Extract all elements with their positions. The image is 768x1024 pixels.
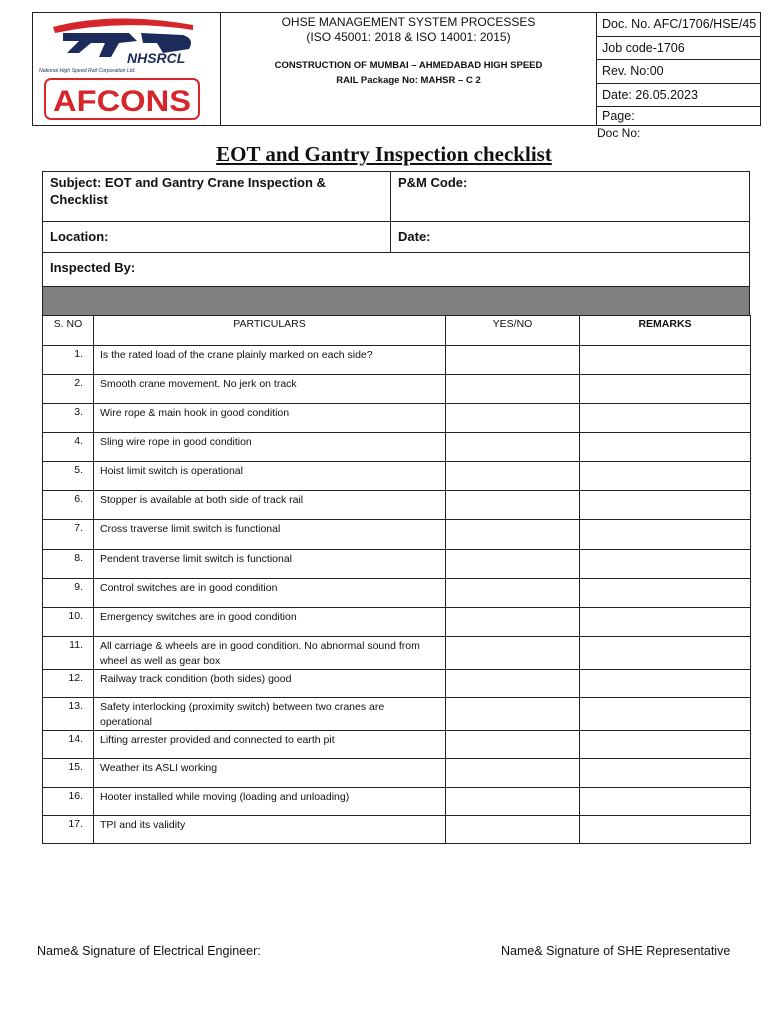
header-doc-info	[597, 13, 760, 125]
row-particular: Stopper is available at both side of track rail	[94, 491, 446, 520]
table-row	[43, 788, 751, 816]
row-particular: Sling wire rope in good condition	[94, 433, 446, 462]
row-particular: Railway track condition (both sides) good	[94, 670, 446, 698]
row-number: 15.	[43, 759, 94, 788]
date-field: Date:	[398, 229, 431, 244]
subject-field: Subject: EOT and Gantry Crane Inspection & Checklist	[43, 172, 391, 221]
table-row	[43, 816, 751, 844]
row-remarks-cell[interactable]	[580, 816, 751, 844]
package-number: RAIL Package No: MAHSR – C 2	[336, 75, 481, 86]
row-remarks-cell[interactable]	[580, 375, 751, 404]
row-number: 12.	[43, 670, 94, 698]
checklist-header-row	[43, 316, 751, 346]
afcons-wordmark: AFCONS	[53, 85, 191, 118]
table-row	[43, 462, 751, 491]
row-remarks-cell[interactable]	[580, 759, 751, 788]
col-header-sno: S. NO	[43, 316, 94, 346]
col-header-remarks: REMARKS	[580, 316, 751, 346]
table-row	[43, 579, 751, 608]
nhsrcl-subtitle: National High Speed Rail Corporation Ltd.	[39, 68, 136, 74]
row-yesno-cell[interactable]	[446, 670, 580, 698]
row-remarks-cell[interactable]	[580, 608, 751, 637]
row-number: 6.	[43, 491, 94, 520]
info-row-location	[43, 222, 749, 253]
row-remarks-cell[interactable]	[580, 433, 751, 462]
inspected-by-field: Inspected By:	[50, 260, 136, 275]
row-number: 7.	[43, 520, 94, 550]
row-particular: Emergency switches are in good condition	[94, 608, 446, 637]
row-number: 14.	[43, 731, 94, 759]
page-title: EOT and Gantry Inspection checklist	[216, 142, 552, 166]
row-number: 13.	[43, 698, 94, 731]
page-number: Page:	[602, 109, 635, 123]
project-title: CONSTRUCTION OF MUMBAI – AHMEDABAD HIGH SPEED	[274, 60, 543, 71]
row-number: 10.	[43, 608, 94, 637]
table-row	[43, 731, 751, 759]
row-yesno-cell[interactable]	[446, 759, 580, 788]
iso-standards: (ISO 45001: 2018 & ISO 14001: 2015)	[306, 30, 511, 44]
table-row	[43, 670, 751, 698]
row-yesno-cell[interactable]	[446, 550, 580, 579]
nhsrcl-wordmark: NHSRCL	[127, 50, 186, 66]
row-particular: Cross traverse limit switch is functional	[94, 520, 446, 550]
row-remarks-cell[interactable]	[580, 670, 751, 698]
row-number: 3.	[43, 404, 94, 433]
table-row	[43, 759, 751, 788]
system-title: OHSE MANAGEMENT SYSTEM PROCESSES	[281, 15, 536, 29]
section-divider-band	[42, 286, 750, 316]
nhsrcl-logo	[33, 13, 221, 125]
row-number: 16.	[43, 788, 94, 816]
row-particular: Weather its ASLI working	[94, 759, 446, 788]
logo-cell	[33, 13, 221, 125]
row-yesno-cell[interactable]	[446, 698, 580, 731]
pm-code-field: P&M Code:	[398, 175, 468, 190]
row-yesno-cell[interactable]	[446, 637, 580, 670]
row-remarks-cell[interactable]	[580, 550, 751, 579]
row-yesno-cell[interactable]	[446, 608, 580, 637]
row-particular: Hoist limit switch is operational	[94, 462, 446, 491]
nhsrcl-swoosh-red	[53, 18, 193, 33]
row-remarks-cell[interactable]	[580, 346, 751, 375]
table-row	[43, 520, 751, 550]
row-number: 5.	[43, 462, 94, 491]
table-row	[43, 433, 751, 462]
row-yesno-cell[interactable]	[446, 816, 580, 844]
row-remarks-cell[interactable]	[580, 698, 751, 731]
row-remarks-cell[interactable]	[580, 788, 751, 816]
checklist-table	[42, 315, 751, 844]
row-number: 9.	[43, 579, 94, 608]
row-yesno-cell[interactable]	[446, 375, 580, 404]
row-remarks-cell[interactable]	[580, 579, 751, 608]
row-particular: Smooth crane movement. No jerk on track	[94, 375, 446, 404]
table-row	[43, 637, 751, 670]
doc-number: Doc. No. AFC/1706/HSE/45	[597, 13, 760, 37]
table-row	[43, 550, 751, 579]
row-yesno-cell[interactable]	[446, 433, 580, 462]
job-code: Job code-1706	[597, 37, 760, 61]
row-remarks-cell[interactable]	[580, 520, 751, 550]
engineer-signature-label: Name& Signature of Electrical Engineer:	[37, 944, 261, 958]
row-particular: Control switches are in good condition	[94, 579, 446, 608]
row-number: 17.	[43, 816, 94, 844]
row-number: 11.	[43, 637, 94, 670]
doc-no-label: Doc No:	[597, 126, 641, 140]
row-remarks-cell[interactable]	[580, 404, 751, 433]
row-yesno-cell[interactable]	[446, 788, 580, 816]
row-particular: Is the rated load of the crane plainly marked on each side?	[94, 346, 446, 375]
info-row-inspected	[43, 253, 749, 286]
document-date: Date: 26.05.2023	[597, 84, 760, 108]
she-signature-label: Name& Signature of SHE Representative	[501, 944, 731, 958]
row-yesno-cell[interactable]	[446, 404, 580, 433]
row-yesno-cell[interactable]	[446, 520, 580, 550]
row-yesno-cell[interactable]	[446, 731, 580, 759]
row-particular: Wire rope & main hook in good condition	[94, 404, 446, 433]
row-particular: Hooter installed while moving (loading and unloading)	[94, 788, 446, 816]
table-row	[43, 491, 751, 520]
nhsrcl-train-navy	[63, 33, 137, 57]
location-field: Location:	[43, 222, 391, 252]
table-row	[43, 698, 751, 731]
table-row	[43, 346, 751, 375]
row-remarks-cell[interactable]	[580, 491, 751, 520]
info-row-subject	[43, 172, 749, 222]
document-header	[32, 12, 761, 126]
row-number: 4.	[43, 433, 94, 462]
row-remarks-cell[interactable]	[580, 731, 751, 759]
inspection-info	[42, 171, 750, 287]
col-header-particulars: PARTICULARS	[94, 316, 446, 346]
header-center	[221, 13, 597, 125]
row-remarks-cell[interactable]	[580, 462, 751, 491]
row-remarks-cell[interactable]	[580, 637, 751, 670]
row-yesno-cell[interactable]	[446, 579, 580, 608]
col-header-yesno: YES/NO	[446, 316, 580, 346]
row-particular: TPI and its validity	[94, 816, 446, 844]
row-number: 8.	[43, 550, 94, 579]
row-particular: Lifting arrester provided and connected to earth pit	[94, 731, 446, 759]
row-particular: Pendent traverse limit switch is functional	[94, 550, 446, 579]
row-yesno-cell[interactable]	[446, 491, 580, 520]
table-row	[43, 404, 751, 433]
row-number: 2.	[43, 375, 94, 404]
row-particular: All carriage & wheels are in good condition. No abnormal sound from wheel as well as gear box	[94, 637, 446, 670]
row-yesno-cell[interactable]	[446, 346, 580, 375]
row-number: 1.	[43, 346, 94, 375]
row-particular: Safety interlocking (proximity switch) between two cranes are operational	[94, 698, 446, 731]
table-row	[43, 375, 751, 404]
table-row	[43, 608, 751, 637]
row-yesno-cell[interactable]	[446, 462, 580, 491]
revision-number: Rev. No:00	[597, 60, 760, 84]
